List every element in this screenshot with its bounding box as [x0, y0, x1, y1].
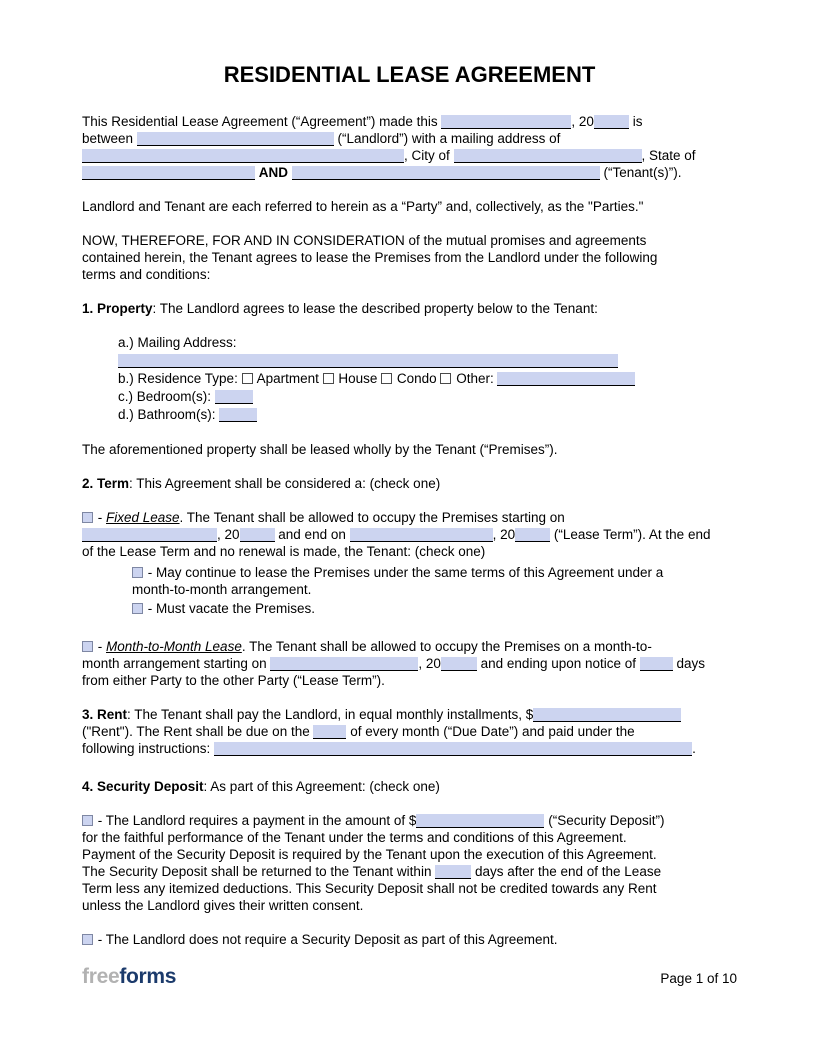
- no-security-deposit-checkbox[interactable]: [82, 934, 93, 945]
- text-run: . The Tenant shall be allowed to occupy the Premises starting on: [179, 510, 565, 525]
- fixed-end-year-field[interactable]: [515, 528, 550, 542]
- text-run: unless the Landlord gives their written consent.: [82, 898, 364, 913]
- state-field[interactable]: [82, 166, 255, 180]
- text-run: d.) Bathroom(s):: [118, 407, 220, 422]
- section-2-term-heading: [82, 475, 737, 492]
- fixed-start-year-field[interactable]: [240, 528, 275, 542]
- text-run: of every month (“Due Date”) and paid under the: [346, 724, 635, 739]
- made-date-field[interactable]: [441, 115, 571, 129]
- property-item-residence-type: [82, 370, 737, 388]
- property-item-mailing-address: [82, 334, 737, 370]
- payment-instructions-field[interactable]: [214, 742, 692, 756]
- text-run: Payment of the Security Deposit is required by the Tenant upon the execution of this Agreement.: [82, 847, 657, 862]
- lease-type-label: Month-to-Month Lease: [106, 639, 242, 654]
- text-run: following instructions:: [82, 741, 215, 756]
- notice-days-field[interactable]: [640, 657, 673, 671]
- premises-paragraph: [82, 441, 737, 458]
- bold-text: 4. Security Deposit: [82, 779, 204, 794]
- text-run: and ending upon notice of: [476, 656, 640, 671]
- landlord-name-field[interactable]: [137, 132, 334, 146]
- bold-text: AND: [258, 165, 289, 180]
- section-1-property-heading: [82, 300, 737, 317]
- text-run: days: [672, 656, 706, 671]
- m2m-start-year-field[interactable]: [441, 657, 477, 671]
- logo-free-text: free: [82, 965, 120, 988]
- text-run: - Must vacate the Premises.: [144, 601, 316, 616]
- text-run: Condo: [393, 371, 441, 386]
- text-run: - May continue to lease the Premises under the same terms of this Agreement under a: [144, 565, 664, 580]
- text-run: (“Lease Term”). At the end: [550, 527, 711, 542]
- text-run: This Residential Lease Agreement (“Agreement”) made this: [82, 114, 442, 129]
- no-deposit-clause: [82, 931, 737, 948]
- mailing-address-field[interactable]: [118, 354, 618, 368]
- text-run: ("Rent"). The Rent shall be due on the: [82, 724, 314, 739]
- bedrooms-field[interactable]: [215, 390, 253, 404]
- deposit-amount-field[interactable]: [416, 814, 544, 828]
- rent-amount-field[interactable]: [533, 708, 681, 722]
- text-run: NOW, THEREFORE, FOR AND IN CONSIDERATION of the mutual promises and agreements: [82, 233, 647, 248]
- text-run: .: [692, 741, 696, 756]
- text-run: a.) Mailing Address:: [118, 335, 237, 350]
- text-run: c.) Bedroom(s):: [118, 389, 215, 404]
- made-year-field[interactable]: [594, 115, 629, 129]
- text-run: : The Tenant shall pay the Landlord, in equal monthly installments, $: [127, 707, 534, 722]
- text-run: , State of: [641, 148, 696, 163]
- fixed-start-date-field[interactable]: [82, 528, 217, 542]
- text-run: for the faithful performance of the Tenant under the terms and conditions of this Agreement.: [82, 830, 627, 845]
- month-to-month-lease-checkbox[interactable]: [82, 641, 93, 652]
- logo-forms-text: forms: [119, 965, 177, 988]
- bold-text: 3. Rent: [82, 707, 128, 722]
- other-residence-field[interactable]: [497, 372, 635, 386]
- text-run: -: [94, 510, 106, 525]
- text-run: The Security Deposit shall be returned to the Tenant within: [82, 864, 436, 879]
- text-run: Other:: [452, 371, 498, 386]
- consideration-paragraph: [82, 232, 737, 283]
- text-run: - The Landlord requires a payment in the amount of $: [94, 813, 417, 828]
- city-field[interactable]: [454, 149, 642, 163]
- text-run: : The Landlord agrees to lease the described property below to the Tenant:: [152, 301, 598, 316]
- tenant-names-field[interactable]: [292, 166, 600, 180]
- fixed-lease-clause: [82, 509, 737, 560]
- text-run: , 20: [492, 527, 516, 542]
- landlord-street-address-field[interactable]: [82, 149, 404, 163]
- text-run: Apartment: [253, 371, 323, 386]
- text-run: . The Tenant shall be allowed to occupy the Premises on a month-to-: [241, 639, 652, 654]
- text-run: b.) Residence Type:: [118, 371, 242, 386]
- page-footer: [82, 965, 737, 988]
- text-run: and end on: [274, 527, 350, 542]
- property-item-bedrooms: [82, 388, 737, 406]
- text-run: (“Tenant(s)”).: [599, 165, 682, 180]
- text-run: month-to-month arrangement.: [132, 582, 312, 597]
- text-run: contained herein, the Tenant agrees to lease the Premises from the Landlord under the following: [82, 250, 658, 265]
- deposit-return-days-field[interactable]: [435, 865, 471, 879]
- continue-month-to-month-checkbox[interactable]: [132, 567, 143, 578]
- text-run: , 20: [418, 656, 441, 671]
- freeforms-logo: [82, 965, 177, 988]
- text-run: , 20: [217, 527, 240, 542]
- bold-text: 2. Term: [82, 476, 130, 491]
- text-run: - The Landlord does not require a Security Deposit as part of this Agreement.: [94, 932, 558, 947]
- rent-due-day-field[interactable]: [313, 725, 346, 739]
- parties-paragraph: [82, 198, 737, 215]
- text-run: days after the end of the Lease: [471, 864, 662, 879]
- document-body: [82, 113, 737, 948]
- rent-clause: [82, 706, 737, 757]
- text-run: Landlord and Tenant are each referred to herein as a “Party” and, collectively, as the "Parties.": [82, 199, 644, 214]
- text-run: The aforementioned property shall be leased wholly by the Tenant (“Premises”).: [82, 442, 558, 457]
- fixed-lease-option-continue: [82, 564, 737, 598]
- residence-house-checkbox[interactable]: [323, 373, 334, 384]
- residence-apartment-checkbox[interactable]: [242, 373, 253, 384]
- month-to-month-clause: [82, 638, 737, 689]
- residence-other-checkbox[interactable]: [440, 373, 451, 384]
- fixed-lease-option-vacate: [82, 600, 737, 617]
- residence-condo-checkbox[interactable]: [381, 373, 392, 384]
- text-run: Term less any itemized deductions. This Security Deposit shall not be credited towards any Rent: [82, 881, 657, 896]
- must-vacate-checkbox[interactable]: [132, 603, 143, 614]
- bold-text: 1. Property: [82, 301, 153, 316]
- fixed-end-date-field[interactable]: [350, 528, 493, 542]
- property-item-bathrooms: [82, 406, 737, 424]
- lease-type-label: Fixed Lease: [106, 510, 180, 525]
- text-run: (“Security Deposit”): [544, 813, 665, 828]
- intro-paragraph: [82, 113, 737, 181]
- page-number: Page 1 of 10: [660, 971, 737, 986]
- document-title: RESIDENTIAL LEASE AGREEMENT: [223, 62, 596, 87]
- fixed-lease-checkbox[interactable]: [82, 512, 93, 523]
- text-run: between: [82, 131, 137, 146]
- text-run: : This Agreement shall be considered a: (check one): [129, 476, 441, 491]
- text-run: : As part of this Agreement: (check one): [203, 779, 440, 794]
- section-4-deposit-heading: [82, 778, 737, 795]
- text-run: (“Landlord”) with a mailing address of: [333, 131, 561, 146]
- text-run: of the Lease Term and no renewal is made, the Tenant: (check one): [82, 544, 486, 559]
- deposit-required-clause: [82, 812, 737, 914]
- text-run: terms and conditions:: [82, 267, 211, 282]
- text-run: -: [94, 639, 106, 654]
- text-run: is: [628, 114, 643, 129]
- text-run: House: [334, 371, 382, 386]
- text-run: , City of: [404, 148, 454, 163]
- bathrooms-field[interactable]: [219, 408, 257, 422]
- m2m-start-date-field[interactable]: [270, 657, 418, 671]
- security-deposit-required-checkbox[interactable]: [82, 815, 93, 826]
- text-run: month arrangement starting on: [82, 656, 271, 671]
- text-run: , 20: [571, 114, 594, 129]
- text-run: from either Party to the other Party (“Lease Term”).: [82, 673, 385, 688]
